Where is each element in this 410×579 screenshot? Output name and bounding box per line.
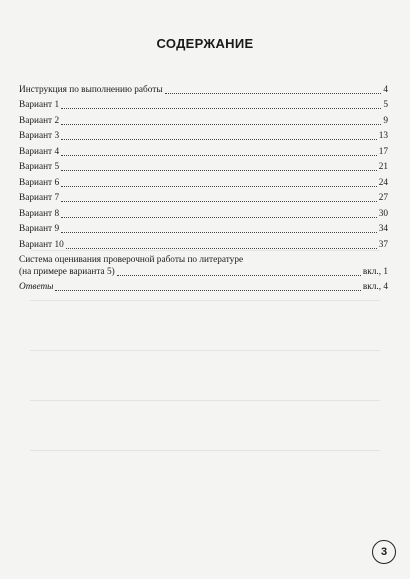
toc-leader-dots <box>55 289 360 291</box>
toc-leader-dots <box>61 231 377 233</box>
toc-entry[interactable] <box>19 173 388 189</box>
toc-entry-label: Вариант 3 <box>19 131 60 141</box>
toc-entry-system[interactable] <box>19 254 388 278</box>
toc-entry[interactable] <box>19 189 388 205</box>
toc-entry-page: вкл., 4 <box>362 282 388 292</box>
toc-leader-dots <box>61 216 377 218</box>
toc-entry[interactable] <box>19 142 388 158</box>
toc-leader-dots <box>61 169 377 171</box>
toc-leader-dots <box>61 185 377 187</box>
toc-leader-dots <box>66 247 377 249</box>
toc-leader-dots <box>61 123 381 125</box>
toc-entry-label: Вариант 1 <box>19 100 60 110</box>
bleed-through-line <box>30 350 380 351</box>
table-of-contents <box>19 80 388 293</box>
toc-entry-system-line1 <box>19 254 388 266</box>
toc-entry-page: 34 <box>378 224 388 234</box>
toc-entry-label: Вариант 9 <box>19 224 60 234</box>
toc-entry-label: Вариант 6 <box>19 177 60 188</box>
toc-entry-page: 24 <box>378 177 388 188</box>
toc-entry-label: Вариант 2 <box>19 115 60 126</box>
toc-entry-page: 4 <box>383 84 388 95</box>
toc-leader-dots <box>61 200 377 202</box>
toc-entry-page: 21 <box>378 162 388 172</box>
toc-entry-system-line2 <box>19 266 388 278</box>
bleed-through-line <box>30 450 380 451</box>
bleed-through-line <box>30 300 380 301</box>
toc-entry[interactable] <box>19 220 388 236</box>
page-number: 3 <box>372 540 396 564</box>
toc-entry-page: 27 <box>378 193 388 203</box>
toc-entry-page: 9 <box>383 115 388 126</box>
toc-entry-answers[interactable] <box>19 278 388 294</box>
toc-entry[interactable] <box>19 96 388 112</box>
toc-entry[interactable] <box>19 127 388 143</box>
toc-leader-dots <box>61 107 381 109</box>
toc-entry-page: 13 <box>378 131 388 141</box>
toc-entry-page: 5 <box>383 100 388 110</box>
toc-entry-label: Вариант 8 <box>19 208 60 219</box>
toc-entry-page: 17 <box>378 146 388 157</box>
toc-leader-dots <box>165 92 382 94</box>
toc-entry-label: Вариант 5 <box>19 162 60 172</box>
toc-leader-dots <box>117 274 361 276</box>
toc-entry-label: (на примере варианта 5) <box>19 266 115 277</box>
toc-entry[interactable] <box>19 158 388 174</box>
toc-entry-label: Инструкция по выполнению работы <box>19 84 163 95</box>
toc-leader-dots <box>61 138 377 140</box>
toc-entry-label: Система оценивания проверочной работы по литературе <box>19 254 244 265</box>
toc-entry[interactable] <box>19 235 388 251</box>
toc-entry-label: Ответы <box>19 282 54 292</box>
toc-entry[interactable] <box>19 111 388 127</box>
toc-entry-page: 37 <box>378 239 388 250</box>
toc-entry[interactable] <box>19 204 388 220</box>
toc-entry-label: Вариант 4 <box>19 146 60 157</box>
toc-entry[interactable] <box>19 80 388 96</box>
bleed-through-line <box>30 400 380 401</box>
page-title: СОДЕРЖАНИЕ <box>156 36 254 51</box>
toc-entry-label: Вариант 7 <box>19 193 60 203</box>
toc-entry-page: 30 <box>378 208 388 219</box>
toc-entry-page: вкл., 1 <box>362 266 388 277</box>
toc-entry-label: Вариант 10 <box>19 239 64 250</box>
toc-leader-dots <box>61 154 377 156</box>
